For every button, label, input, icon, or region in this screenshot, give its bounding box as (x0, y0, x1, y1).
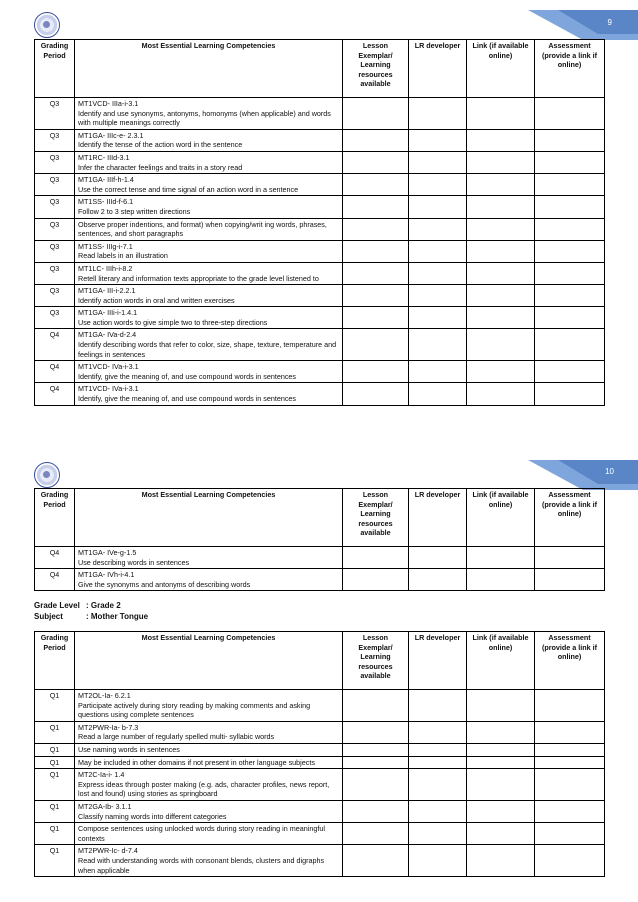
assessment-cell (535, 285, 605, 307)
competency-code: MT1GA- IVa-d-2.4 (78, 330, 137, 340)
assessment-cell (535, 547, 605, 569)
grading-period-cell: Q3 (35, 240, 75, 262)
header-assessment: Assessment (provide a link if online) (535, 489, 605, 547)
lr-developer-cell (409, 240, 467, 262)
lr-developer-cell (409, 800, 467, 822)
competency-text: Use naming words in sentences (78, 744, 180, 754)
competency-code: MT1GA- IIIi-i-1.4.1 (78, 308, 138, 318)
header-lesson-exemplar: Lesson Exemplar/ Learning resources available (343, 489, 409, 547)
header-link: Link (if available online) (467, 632, 535, 690)
assessment-cell (535, 98, 605, 130)
grading-period-cell: Q1 (35, 743, 75, 756)
lr-developer-cell (409, 547, 467, 569)
link-cell (467, 262, 535, 284)
table-row (35, 690, 605, 722)
assessment-cell (535, 690, 605, 722)
assessment-cell (535, 756, 605, 769)
lesson-exemplar-cell (343, 721, 409, 743)
grading-period-cell: Q1 (35, 721, 75, 743)
competency-text: Read a large number of regularly spelled multi- syllabic words (78, 732, 275, 742)
competency-cell (75, 800, 343, 822)
competency-cell (75, 361, 343, 383)
competency-cell (75, 151, 343, 173)
competency-cell (75, 690, 343, 722)
header-grading-period: Grading Period (35, 489, 75, 547)
table-row (35, 743, 605, 756)
competency-code: MT1RC- IIId-3.1 (78, 152, 130, 162)
link-cell (467, 285, 535, 307)
competency-code: MT2OL-Ia- 6.2.1 (78, 691, 131, 700)
assessment-cell (535, 383, 605, 405)
page-9 (0, 0, 638, 440)
lr-developer-cell (409, 721, 467, 743)
assessment-cell (535, 240, 605, 262)
header-competencies: Most Essential Learning Competencies (75, 489, 343, 547)
deped-seal-icon (34, 12, 60, 38)
grading-period-cell: Q4 (35, 569, 75, 591)
assessment-cell (535, 262, 605, 284)
link-cell (467, 174, 535, 196)
table-row (35, 800, 605, 822)
grading-period-cell: Q3 (35, 307, 75, 329)
link-cell (467, 743, 535, 756)
grading-period-cell: Q1 (35, 823, 75, 845)
page-number: 10 (605, 467, 614, 476)
lr-developer-cell (409, 823, 467, 845)
competency-cell (75, 329, 343, 361)
competency-cell (75, 285, 343, 307)
assessment-cell (535, 823, 605, 845)
competency-text: Use action words to give simple two to three-step directions (78, 317, 268, 327)
link-cell (467, 151, 535, 173)
lesson-exemplar-cell (343, 196, 409, 218)
assessment-cell (535, 196, 605, 218)
header-grading-period: Grading Period (35, 40, 75, 98)
competency-code: MT2GA-Ib- 3.1.1 (78, 801, 132, 811)
competency-text: Participate actively during story reading by making comments and asking questions using complete sentences (78, 700, 311, 720)
lr-developer-cell (409, 569, 467, 591)
lesson-exemplar-cell (343, 285, 409, 307)
table-row (35, 285, 605, 307)
lesson-exemplar-cell (343, 262, 409, 284)
competency-cell (75, 196, 343, 218)
competency-code: MT1VCD- IIIa-i-3.1 (78, 99, 139, 108)
header-competencies: Most Essential Learning Competencies (75, 40, 343, 98)
competency-code: MT1SS- IIId-f-6.1 (78, 197, 134, 207)
table-row (35, 307, 605, 329)
assessment-cell (535, 845, 605, 877)
lr-developer-cell (409, 129, 467, 151)
lesson-exemplar-cell (343, 307, 409, 329)
header-lesson-exemplar: Lesson Exemplar/ Learning resources available (343, 40, 409, 98)
competency-cell (75, 721, 343, 743)
table-row (35, 218, 605, 240)
table-row (35, 151, 605, 173)
grading-period-cell: Q1 (35, 690, 75, 722)
competency-cell (75, 98, 343, 130)
grade-level-label: Grade Level (34, 601, 80, 610)
competency-code: MT1SS- IIIg-i-7.1 (78, 241, 133, 251)
grading-period-cell: Q3 (35, 98, 75, 130)
subject-value: : Mother Tongue (86, 612, 149, 621)
page-10 (0, 448, 638, 902)
grading-period-cell: Q1 (35, 800, 75, 822)
assessment-cell (535, 129, 605, 151)
header-lr-developer: LR developer (409, 489, 467, 547)
link-cell (467, 547, 535, 569)
assessment-cell (535, 743, 605, 756)
table-row (35, 383, 605, 405)
table-row (35, 240, 605, 262)
competency-text: Identify, give the meaning of, and use compound words in sentences (78, 371, 297, 381)
lesson-exemplar-cell (343, 218, 409, 240)
link-cell (467, 218, 535, 240)
link-cell (467, 769, 535, 801)
lesson-exemplar-cell (343, 743, 409, 756)
grading-period-cell: Q3 (35, 285, 75, 307)
lr-developer-cell (409, 361, 467, 383)
competencies-table-grade2 (34, 631, 605, 877)
competency-text: Use describing words in sentences (78, 557, 190, 567)
competency-text: Use the correct tense and time signal of an action word in a sentence (78, 184, 299, 194)
link-cell (467, 845, 535, 877)
competency-code: MT1VCD- IVa-i-3.1 (78, 384, 139, 394)
competency-text: Retell literary and information texts appropriate to the grade level listened to (78, 273, 319, 283)
lesson-exemplar-cell (343, 823, 409, 845)
page-number: 9 (607, 18, 612, 27)
grading-period-cell: Q1 (35, 769, 75, 801)
competency-text: Infer the character feelings and traits in a story read (78, 162, 243, 172)
competency-code: MT1GA- IVe-g-1.5 (78, 548, 137, 557)
link-cell (467, 383, 535, 405)
header-lr-developer: LR developer (409, 40, 467, 98)
lesson-exemplar-cell (343, 240, 409, 262)
lesson-exemplar-cell (343, 329, 409, 361)
header-link: Link (if available online) (467, 40, 535, 98)
competency-text: Identify action words in oral and written exercises (78, 295, 235, 305)
header-assessment: Assessment (provide a link if online) (535, 40, 605, 98)
competency-cell (75, 845, 343, 877)
lr-developer-cell (409, 769, 467, 801)
assessment-cell (535, 569, 605, 591)
link-cell (467, 690, 535, 722)
competencies-table (34, 39, 605, 406)
grading-period-cell: Q3 (35, 262, 75, 284)
competency-text: Give the synonyms and antonyms of describing words (78, 579, 251, 589)
competency-cell (75, 240, 343, 262)
competency-cell (75, 383, 343, 405)
competency-cell (75, 307, 343, 329)
competency-code: MT2PWR-Ia- b-7.3 (78, 722, 139, 732)
grade-subject-info (34, 600, 148, 622)
grade-level-value: : Grade 2 (86, 601, 121, 610)
grading-period-cell: Q1 (35, 756, 75, 769)
competencies-table (34, 488, 605, 591)
lesson-exemplar-cell (343, 800, 409, 822)
lr-developer-cell (409, 218, 467, 240)
competency-code: MT1GA- IIIc-e- 2.3.1 (78, 130, 144, 140)
table-row (35, 98, 605, 130)
table-row (35, 756, 605, 769)
competency-cell (75, 569, 343, 591)
grading-period-cell: Q3 (35, 129, 75, 151)
competency-text: Identify the tense of the action word in the sentence (78, 140, 243, 150)
competency-cell (75, 823, 343, 845)
lesson-exemplar-cell (343, 756, 409, 769)
lr-developer-cell (409, 845, 467, 877)
link-cell (467, 361, 535, 383)
link-cell (467, 329, 535, 361)
link-cell (467, 569, 535, 591)
table-body (35, 547, 605, 591)
competency-cell (75, 756, 343, 769)
page-banner (528, 460, 638, 490)
competency-cell (75, 262, 343, 284)
link-cell (467, 721, 535, 743)
lesson-exemplar-cell (343, 569, 409, 591)
lesson-exemplar-cell (343, 129, 409, 151)
assessment-cell (535, 769, 605, 801)
lesson-exemplar-cell (343, 151, 409, 173)
assessment-cell (535, 329, 605, 361)
lr-developer-cell (409, 98, 467, 130)
table-row (35, 721, 605, 743)
lesson-exemplar-cell (343, 845, 409, 877)
competency-cell (75, 547, 343, 569)
header-lr-developer: LR developer (409, 632, 467, 690)
table-row (35, 361, 605, 383)
link-cell (467, 129, 535, 151)
lesson-exemplar-cell (343, 383, 409, 405)
lr-developer-cell (409, 690, 467, 722)
grading-period-cell: Q4 (35, 329, 75, 361)
assessment-cell (535, 307, 605, 329)
competency-code: MT2C-Ia-i- 1.4 (78, 770, 125, 780)
header-competencies: Most Essential Learning Competencies (75, 632, 343, 690)
link-cell (467, 98, 535, 130)
lr-developer-cell (409, 174, 467, 196)
grading-period-cell: Q3 (35, 196, 75, 218)
lr-developer-cell (409, 307, 467, 329)
assessment-cell (535, 151, 605, 173)
grading-period-cell: Q4 (35, 547, 75, 569)
lr-developer-cell (409, 383, 467, 405)
table-row (35, 569, 605, 591)
header-assessment: Assessment (provide a link if online) (535, 632, 605, 690)
header-grading-period: Grading Period (35, 632, 75, 690)
competency-code: MT1GA- III-i-2.2.1 (78, 286, 136, 296)
grading-period-cell: Q3 (35, 174, 75, 196)
lr-developer-cell (409, 151, 467, 173)
lesson-exemplar-cell (343, 361, 409, 383)
link-cell (467, 240, 535, 262)
page-banner (528, 10, 638, 40)
table-row (35, 129, 605, 151)
table-body (35, 690, 605, 877)
lesson-exemplar-cell (343, 98, 409, 130)
competency-code: MT2PWR-Ic- d-7.4 (78, 846, 138, 856)
competency-code: MT1LC- IIIh-i-8.2 (78, 263, 133, 273)
subject-label: Subject (34, 612, 63, 621)
lesson-exemplar-cell (343, 547, 409, 569)
table-row (35, 174, 605, 196)
table-row (35, 262, 605, 284)
lr-developer-cell (409, 285, 467, 307)
grading-period-cell: Q1 (35, 845, 75, 877)
competency-code: MT1VCD- IVa-i-3.1 (78, 362, 139, 372)
competency-cell (75, 743, 343, 756)
grading-period-cell: Q3 (35, 151, 75, 173)
table-row (35, 196, 605, 218)
lr-developer-cell (409, 196, 467, 218)
competency-cell (75, 769, 343, 801)
link-cell (467, 756, 535, 769)
table-body (35, 98, 605, 406)
competency-text: Identify describing words that refer to color, size, shape, texture, temperature and feelings in sentences (78, 340, 337, 359)
competency-text: Express ideas through poster making (e.g. ads, character profiles, news report, lost and found) using stories as springboard (78, 779, 330, 799)
lr-developer-cell (409, 743, 467, 756)
competency-cell (75, 129, 343, 151)
competency-cell (75, 174, 343, 196)
competency-text: Follow 2 to 3 step written directions (78, 206, 191, 216)
grading-period-cell: Q4 (35, 361, 75, 383)
lesson-exemplar-cell (343, 769, 409, 801)
table-row (35, 769, 605, 801)
competency-text: May be included in other domains if not present in other language subjects (78, 757, 315, 767)
assessment-cell (535, 218, 605, 240)
link-cell (467, 800, 535, 822)
competency-text: Identify and use synonyms, antonyms, homonyms (when applicable) and words with multiple meanings correctly (78, 108, 331, 128)
lesson-exemplar-cell (343, 690, 409, 722)
deped-seal-icon (34, 462, 60, 488)
table-row (35, 823, 605, 845)
lr-developer-cell (409, 329, 467, 361)
lesson-exemplar-cell (343, 174, 409, 196)
competency-text: Identify, give the meaning of, and use compound words in sentences (78, 394, 297, 404)
competency-cell (75, 218, 343, 240)
header-link: Link (if available online) (467, 489, 535, 547)
header-lesson-exemplar: Lesson Exemplar/ Learning resources available (343, 632, 409, 690)
table-row (35, 329, 605, 361)
competency-text: Observe proper indentions, and format) when copying/writ ing words, phrases, sentences, and short paragraphs (78, 219, 327, 239)
assessment-cell (535, 174, 605, 196)
lr-developer-cell (409, 262, 467, 284)
lr-developer-cell (409, 756, 467, 769)
competency-text: Classify naming words into different categories (78, 811, 227, 821)
assessment-cell (535, 361, 605, 383)
link-cell (467, 307, 535, 329)
table-row (35, 547, 605, 569)
link-cell (467, 823, 535, 845)
assessment-cell (535, 800, 605, 822)
grading-period-cell: Q3 (35, 218, 75, 240)
competency-code: MT1GA- IVh-i-4.1 (78, 570, 135, 580)
table-row (35, 845, 605, 877)
assessment-cell (535, 721, 605, 743)
competency-text: Read with understanding words with consonant blends, clusters and digraphs when applicable (78, 855, 325, 875)
competency-text: Read labels in an illustration (78, 251, 168, 261)
competency-code: MT1GA- IIIf-h-1.4 (78, 175, 134, 185)
link-cell (467, 196, 535, 218)
grading-period-cell: Q4 (35, 383, 75, 405)
competency-text: Compose sentences using unlocked words during story reading in meaningful contexts (78, 824, 325, 843)
